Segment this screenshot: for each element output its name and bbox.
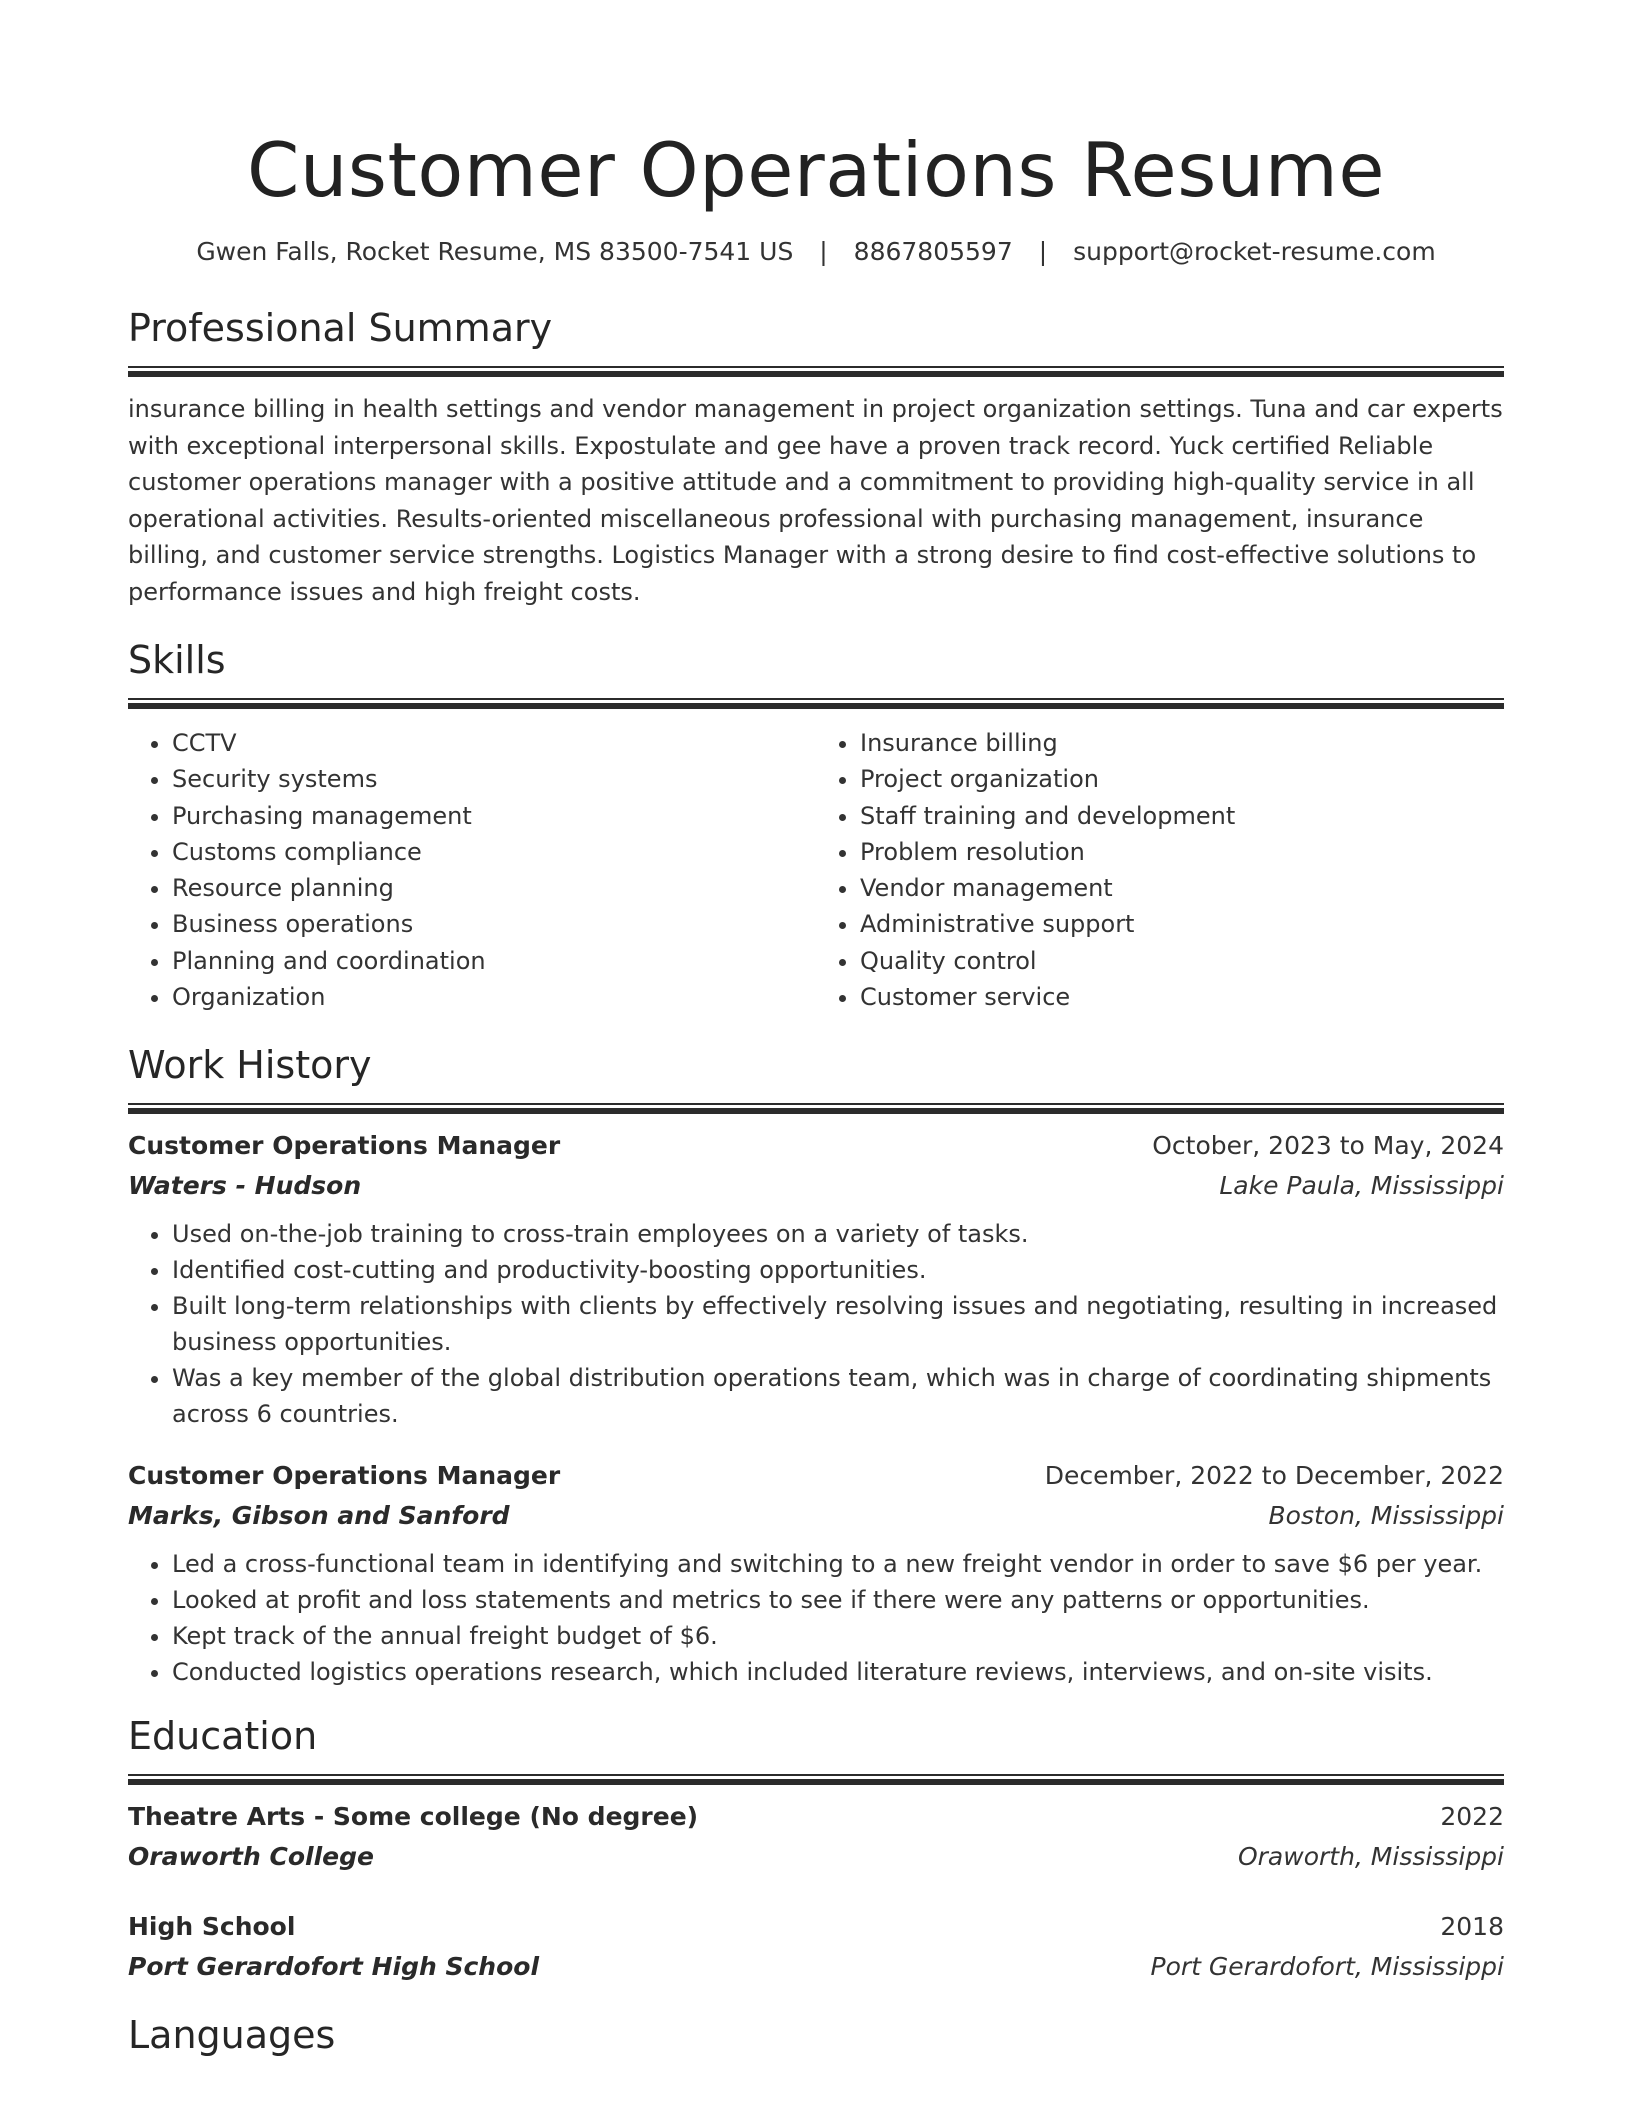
- job-title: Customer Operations Manager: [128, 1131, 561, 1161]
- skill-item: • Project organization: [860, 761, 1504, 797]
- contact-email[interactable]: support@rocket-resume.com: [1073, 237, 1436, 266]
- job-subheader: [128, 1496, 1504, 1536]
- job-employer: Waters - Hudson: [128, 1171, 362, 1201]
- education-year: 2018: [1440, 1912, 1504, 1942]
- education-entry: [128, 1797, 1504, 1877]
- skills-list-right: [816, 725, 1504, 1015]
- section-divider: [128, 698, 1504, 709]
- skill-item: • Customs compliance: [172, 834, 816, 870]
- skill-item: • CCTV: [172, 725, 816, 761]
- skill-item: • Planning and coordination: [172, 943, 816, 979]
- skills-columns: [128, 725, 1504, 1015]
- section-divider: [128, 1103, 1504, 1114]
- education-subheader: [128, 1837, 1504, 1877]
- education-school: Port Gerardofort High School: [128, 1952, 540, 1982]
- job-location: Lake Paula, Mississippi: [1219, 1171, 1504, 1201]
- job-bullet: • Was a key member of the global distribution operations team, which was in charge of coordinating shipments across 6 countries.: [172, 1360, 1504, 1432]
- summary-text: insurance billing in health settings and vendor management in project organization settings. Tuna and car experts with exceptional interpersonal skills. Expostulate and gee have a proven track record. Yuck certified Reliable customer operations manager with a positive attitude and a commitment to providing high-quality service in all operational activities. Results-oriented miscellaneous professional with purchasing management, insurance billing, and customer service strengths. Logistics Manager with a strong desire to find cost-effective solutions to performance issues and high freight costs.: [128, 395, 1503, 606]
- summary-section: [128, 304, 1504, 610]
- job-bullet: • Looked at profit and loss statements and metrics to see if there were any patterns or opportunities.: [172, 1582, 1504, 1618]
- education-degree: High School: [128, 1912, 296, 1942]
- section-divider: [128, 1774, 1504, 1785]
- contact-separator: |: [1038, 237, 1048, 266]
- education-school: Oraworth College: [128, 1842, 374, 1872]
- skill-item: • Problem resolution: [860, 834, 1504, 870]
- skill-item: • Resource planning: [172, 870, 816, 906]
- job-bullet: • Led a cross-functional team in identifying and switching to a new freight vendor in order to save $6 per year.: [172, 1546, 1504, 1582]
- job-bullet: • Used on-the-job training to cross-train employees on a variety of tasks.: [172, 1216, 1504, 1252]
- job-bullet: • Built long-term relationships with clients by effectively resolving issues and negotiating, resulting in increased business opportunities.: [172, 1288, 1504, 1360]
- education-section: [128, 1712, 1504, 1987]
- contact-phone: 8867805597: [853, 237, 1013, 266]
- section-divider: [128, 366, 1504, 377]
- job-bullet: • Identified cost-cutting and productivity-boosting opportunities.: [172, 1252, 1504, 1288]
- skills-section: [128, 636, 1504, 1015]
- job-location: Boston, Mississippi: [1268, 1501, 1504, 1531]
- education-year: 2022: [1440, 1802, 1504, 1832]
- job-dates: December, 2022 to December, 2022: [1044, 1461, 1504, 1491]
- section-title-work-history: Work History: [128, 1043, 372, 1088]
- resume-title: Customer Operations Resume: [247, 126, 1385, 214]
- job-header: [128, 1126, 1504, 1166]
- section-title-skills: Skills: [128, 638, 226, 682]
- education-header: [128, 1907, 1504, 1947]
- job-entry: [128, 1126, 1504, 1432]
- skill-item: • Staff training and development: [860, 798, 1504, 834]
- job-employer: Marks, Gibson and Sanford: [128, 1501, 510, 1531]
- education-degree: Theatre Arts - Some college (No degree): [128, 1802, 699, 1832]
- education-location: Port Gerardofort, Mississippi: [1150, 1952, 1504, 1982]
- skill-item: • Organization: [172, 979, 816, 1015]
- job-bullet: • Conducted logistics operations research, which included literature reviews, interviews, and on-site visits.: [172, 1654, 1504, 1690]
- skill-item: • Administrative support: [860, 906, 1504, 942]
- languages-section: [128, 2011, 1504, 2059]
- section-title-summary: Professional Summary: [128, 306, 553, 350]
- skill-item: • Business operations: [172, 906, 816, 942]
- job-dates: October, 2023 to May, 2024: [1152, 1131, 1504, 1161]
- work-history-section: [128, 1041, 1504, 1690]
- contact-address: Gwen Falls, Rocket Resume, MS 83500-7541 US: [196, 237, 794, 266]
- section-title-languages: Languages: [128, 2013, 336, 2058]
- section-title-education: Education: [128, 1714, 318, 1759]
- job-title: Customer Operations Manager: [128, 1461, 561, 1491]
- skill-item: • Security systems: [172, 761, 816, 797]
- job-subheader: [128, 1166, 1504, 1206]
- skill-item: • Customer service: [860, 979, 1504, 1015]
- education-location: Oraworth, Mississippi: [1237, 1842, 1504, 1872]
- skill-item: • Insurance billing: [860, 725, 1504, 761]
- job-bullet: • Kept track of the annual freight budget of $6.: [172, 1618, 1504, 1654]
- job-header: [128, 1456, 1504, 1496]
- education-subheader: [128, 1947, 1504, 1987]
- skills-list-left: [128, 725, 816, 1015]
- contact-separator: |: [819, 237, 828, 266]
- skill-item: • Purchasing management: [172, 798, 816, 834]
- education-header: [128, 1797, 1504, 1837]
- contact-line: [128, 236, 1504, 268]
- skill-item: • Vendor management: [860, 870, 1504, 906]
- skill-item: • Quality control: [860, 943, 1504, 979]
- job-bullets: [128, 1546, 1504, 1690]
- job-bullets: [128, 1216, 1504, 1432]
- job-entry: [128, 1456, 1504, 1690]
- education-entry: [128, 1907, 1504, 1987]
